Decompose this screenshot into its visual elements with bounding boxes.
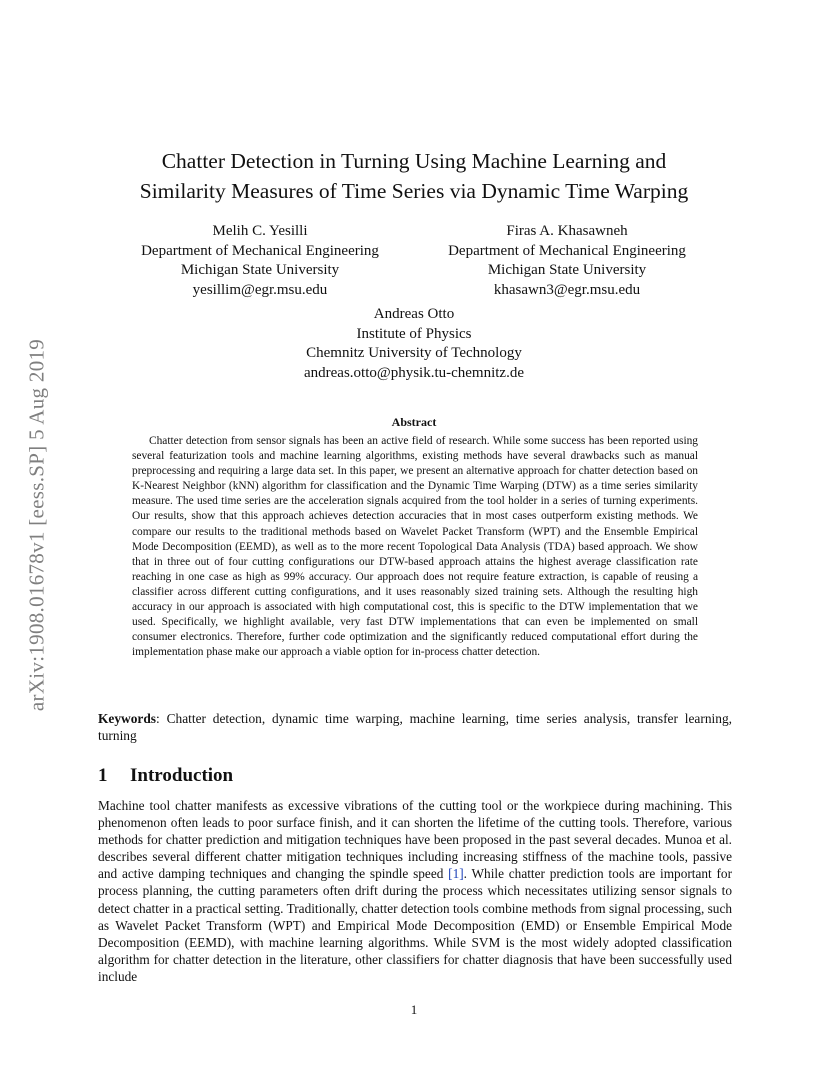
citation-link[interactable]: [1] bbox=[448, 866, 464, 882]
page-number: 1 bbox=[410, 1002, 418, 1017]
author-block-3 bbox=[264, 305, 564, 383]
abstract-text: Chatter detection from sensor signals has been an active field of research. While some success has been reported using several featurization tools and machine learning algorithms, existing methods have several drawbacks such as manual preprocessing and requiring a large data set. In this paper, we present an alternative approach for chatter detection based on K-Nearest Neighbor (kNN) algorithm for classification and the Dynamic Time Warping (DTW) as a time series similarity measure. The used time series are the acceleration signals acquired from the tool holder in a series of turning experiments. Our results, show that this approach achieves detection accuracies that in most cases outperform existing methods. We compare our results to the traditional methods based on Wavelet Packet Transform (WPT) and the Ensemble Empirical Mode Decomposition (EEMD), as well as to the more recent Topological Data Analysis (TDA) based approach. We show that in three out of four cutting configurations our DTW-based approach attains the highest average classification rate reaching in one case as high as 99% accuracy. Our approach does not require feature extraction, is capable of reusing a classifier across different cutting configurations, and it uses reasonably sized training sets. Although the resulting high accuracy in our approach is associated with high computational cost, this is specific to the DTW implementation that we used. Specifically, we highlight available, very fast DTW implementations that can even be implemented on small consumer electronics. Therefore, further code optimization and the significantly reduced computational effort during the implementation phase make our approach a viable option for in-process chatter detection. bbox=[132, 435, 698, 659]
author-name: Melih C. Yesilli bbox=[212, 223, 308, 239]
author-affiliation: Department of Mechanical Engineering bbox=[448, 242, 686, 259]
intro-text-part-1: Machine tool chatter manifests as excessive vibrations of the cutting tool or the workpiece during machining. This phenomenon often leads to poor surface finish, and it can shorten the lifetime of the cutting tools. Therefore, various methods for chatter prediction and mitigation techniques have been proposed in the past several decades. Munoa et al. describes several different chatter mitigation techniques including increasing stiffness of the machine tools, passive and active damping techniques and changing the spindle speed bbox=[98, 798, 732, 882]
section-title: Introduction bbox=[130, 765, 234, 786]
keywords-label: Keywords bbox=[98, 711, 157, 726]
author-block-2 bbox=[417, 222, 717, 300]
introduction-paragraph bbox=[98, 797, 732, 985]
author-institution: Chemnitz University of Technology bbox=[306, 345, 522, 361]
abstract-heading: Abstract bbox=[391, 415, 437, 429]
author-name: Firas A. Khasawneh bbox=[506, 223, 628, 239]
intro-text-part-2: . While chatter prediction tools are important for process planning, the cutting parameters often drift during the process which necessitates utilizing sensor signals to detect chatter in a practical setting. Traditionally, chatter detection tools combine methods from signal processing, such as Wavelet Packet Transform (WPT) and Empirical Mode Decomposition (EMD) or Ensemble Empirical Mode Decomposition (EEMD), with machine learning algorithms. While SVM is the most widely adopted classification algorithm for chatter detection in the literature, other classifiers for chatter diagnosis that have been successfully used include bbox=[98, 866, 732, 984]
author-email: yesillim@egr.msu.edu bbox=[192, 281, 328, 298]
section-heading-introduction bbox=[98, 765, 233, 787]
author-affiliation: Department of Mechanical Engineering bbox=[141, 242, 379, 259]
paper-title-line-2: Similarity Measures of Time Series via Dynamic Time Warping bbox=[139, 179, 689, 203]
keywords-paragraph bbox=[98, 710, 732, 744]
author-email: khasawn3@egr.msu.edu bbox=[493, 281, 641, 298]
author-institution: Michigan State University bbox=[487, 262, 647, 278]
paper-title bbox=[98, 146, 730, 206]
author-email: andreas.otto@physik.tu-chemnitz.de bbox=[303, 364, 524, 381]
paper-title-line-1: Chatter Detection in Turning Using Machine Learning and bbox=[161, 149, 667, 173]
keywords-text: : Chatter detection, dynamic time warping, machine learning, time series analysis, transfer learning, turning bbox=[98, 711, 732, 743]
section-number: 1 bbox=[98, 765, 108, 786]
arxiv-identifier-stamp: arXiv:1908.01678v1 [eess.SP] 5 Aug 2019 bbox=[24, 338, 49, 712]
author-institution: Michigan State University bbox=[180, 262, 340, 278]
author-block-1 bbox=[110, 222, 410, 300]
author-affiliation: Institute of Physics bbox=[356, 325, 472, 342]
author-name: Andreas Otto bbox=[373, 306, 455, 322]
